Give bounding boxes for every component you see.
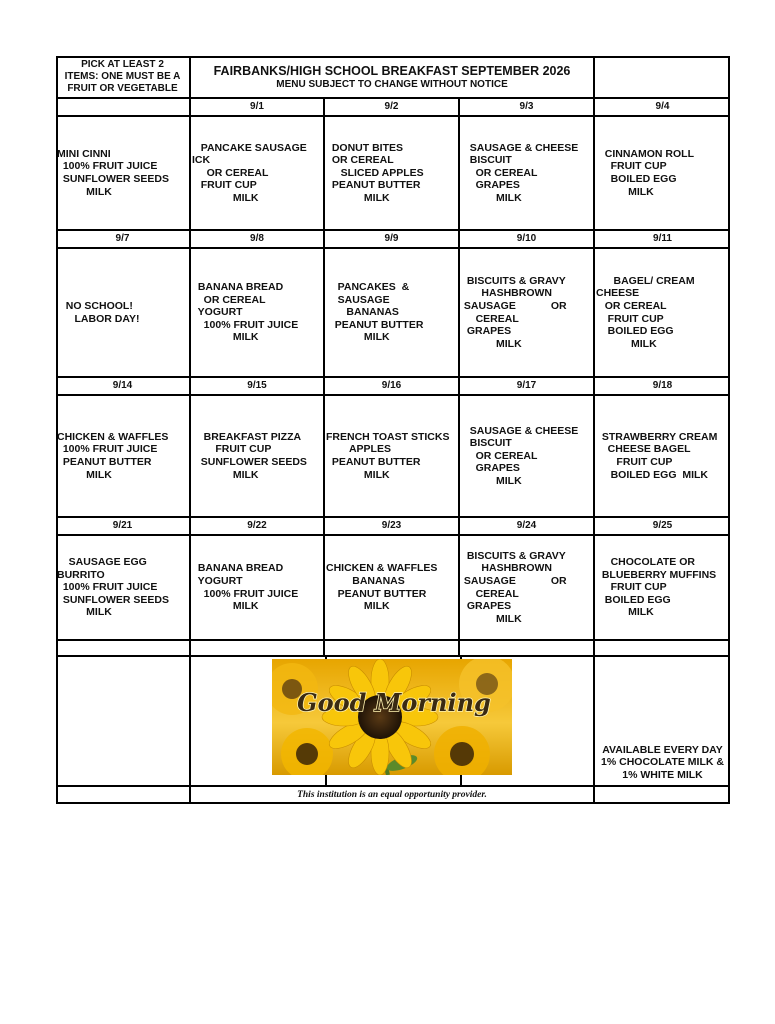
day-menu-cell [56, 249, 191, 378]
equal-opportunity-footer: This institution is an equal opportunity provider. [191, 787, 595, 804]
menu-item-line: CINNAMON ROLL [596, 147, 694, 160]
menu-item-line: FRUIT CUP [596, 456, 673, 468]
menu-item-line: SAUSAGE & CHEESE [461, 141, 579, 154]
bottom-blank-cell [56, 657, 191, 787]
menu-item-line: APPLES [326, 443, 391, 456]
menu-item-line: MILK [596, 185, 654, 198]
day-menu-cell [56, 117, 191, 231]
day-menu-cell [595, 249, 730, 378]
date-header: 9/22 [191, 518, 325, 536]
day-menu-cell [595, 396, 730, 518]
menu-item-line: OR CEREAL [596, 299, 667, 312]
menu-item-line: ICK [192, 154, 211, 167]
day-menu-cell [325, 396, 460, 518]
footer-blank-cell [56, 787, 191, 804]
date-header: 9/7 [56, 231, 191, 249]
menu-item-line: OR CEREAL [461, 449, 538, 462]
day-menu-cell [595, 117, 730, 231]
available-line: 1% WHITE MILK [622, 768, 703, 781]
menu-item-line: SAUSAGE OR [461, 299, 567, 312]
menu-item-line: BANANA BREAD [192, 562, 284, 575]
available-line: 1% CHOCOLATE MILK & [601, 756, 724, 768]
menu-item-line: MILK [57, 185, 112, 198]
menu-item-line: GRAPES [461, 462, 520, 475]
day-menu-cell [325, 249, 460, 378]
menu-item-line: BOILED EGG [596, 325, 674, 338]
menu-item-line: SLICED APPLES [326, 166, 424, 179]
menu-subtitle: MENU SUBJECT TO CHANGE WITHOUT NOTICE [276, 78, 508, 90]
menu-item-line: MINI CINNI [57, 147, 111, 160]
day-menu-cell [191, 536, 325, 641]
menu-item-line: YOGURT [192, 574, 243, 587]
menu-item-line: FRUIT CUP [596, 160, 667, 173]
date-header: 9/25 [595, 518, 730, 536]
menu-item-line: OR CEREAL [192, 166, 269, 179]
menu-item-line: MILK [596, 606, 654, 619]
good-morning-sunflower-banner [272, 659, 512, 775]
menu-item-line: CHOCOLATE OR [596, 556, 695, 569]
menu-item-line: OR CEREAL [461, 166, 538, 179]
menu-item-line: 100% FRUIT JUICE [57, 443, 158, 456]
menu-item-line: GRAPES [461, 600, 512, 613]
menu-item-line: 100% FRUIT JUICE [192, 318, 299, 331]
menu-item-line: GRAPES [461, 179, 520, 192]
menu-item-line: SAUSAGE OR [461, 574, 567, 587]
menu-item-line: CEREAL [461, 312, 519, 325]
menu-item-line: SUNFLOWER SEEDS [57, 593, 170, 606]
day-menu-cell [56, 396, 191, 518]
menu-item-line: NO SCHOOL! [57, 299, 133, 312]
menu-item-line: OR CEREAL [326, 154, 394, 167]
date-header: 9/16 [325, 378, 460, 396]
menu-item-line: BLUEBERRY MUFFINS [596, 568, 717, 581]
menu-item-line: BOILED EGG MILK [596, 468, 709, 481]
menu-title: FAIRBANKS/HIGH SCHOOL BREAKFAST SEPTEMBER 2026 [213, 63, 571, 78]
selection-rule-line: ITEMS: ONE MUST BE A [64, 70, 181, 82]
menu-item-line: BREAKFAST PIZZA [192, 430, 302, 443]
date-header [56, 99, 191, 117]
date-header: 9/15 [191, 378, 325, 396]
menu-item-line: FRENCH TOAST STICKS [326, 430, 450, 443]
menu-item-line: BANANAS [326, 306, 399, 319]
menu-item-line: FRUIT CUP [192, 443, 272, 456]
date-header: 9/23 [325, 518, 460, 536]
date-header: 9/1 [191, 99, 325, 117]
menu-item-line: OR CEREAL [192, 293, 266, 306]
date-header: 9/2 [325, 99, 460, 117]
menu-sheet [56, 56, 730, 804]
menu-item-line: HASHBROWN [461, 287, 552, 300]
menu-item-line: BISCUITS & GRAVY [461, 274, 566, 287]
menu-item-line: SAUSAGE [326, 293, 390, 306]
menu-item-line: BURRITO [57, 568, 105, 581]
menu-item-line: HASHBROWN [461, 562, 552, 575]
menu-item-line: FRUIT CUP [596, 581, 667, 594]
menu-item-line: MILK [326, 191, 390, 204]
menu-item-line: BOILED EGG [596, 593, 671, 606]
menu-item-line: PEANUT BUTTER [326, 456, 421, 468]
day-menu-cell [191, 396, 325, 518]
menu-item-line: CHICKEN & WAFFLES [57, 430, 169, 443]
menu-item-line: BISCUIT [461, 437, 512, 450]
day-menu-cell [191, 117, 325, 231]
menu-item-line: STRAWBERRY CREAM [596, 430, 718, 443]
day-menu-cell [191, 249, 325, 378]
date-header: 9/14 [56, 378, 191, 396]
menu-item-line: PANCAKE SAUSAGE [192, 141, 307, 154]
spacer-cell [595, 641, 730, 657]
menu-item-line: MILK [326, 600, 390, 613]
date-header: 9/4 [595, 99, 730, 117]
selection-rule-note [56, 56, 191, 99]
menu-item-line: 100% FRUIT JUICE [57, 581, 158, 594]
menu-item-line: SAUSAGE EGG [57, 556, 147, 569]
menu-item-line: CEREAL [461, 587, 519, 600]
menu-item-line: PEANUT BUTTER [326, 318, 424, 331]
menu-item-line: PEANUT BUTTER [57, 456, 152, 468]
menu-item-line: 100% FRUIT JUICE [192, 587, 299, 600]
menu-item-line: BISCUITS & GRAVY [461, 549, 566, 562]
day-menu-cell [56, 536, 191, 641]
menu-item-line: DONUT BITES [326, 141, 404, 154]
menu-item-line: LABOR DAY! [57, 312, 140, 325]
menu-item-line: MILK [461, 337, 522, 350]
date-header: 9/21 [56, 518, 191, 536]
menu-item-line: BANANAS [326, 574, 405, 587]
menu-item-line: FRUIT CUP [192, 179, 257, 192]
available-every-day-note [595, 657, 730, 787]
menu-item-line: SUNFLOWER SEEDS [57, 173, 170, 185]
available-line: AVAILABLE EVERY DAY [602, 743, 723, 756]
menu-item-line: MILK [326, 468, 390, 481]
menu-item-line: BOILED EGG [596, 173, 677, 185]
menu-item-line: YOGURT [192, 306, 243, 319]
day-menu-cell [325, 117, 460, 231]
menu-item-line: BAGEL/ CREAM [596, 274, 695, 287]
date-header: 9/17 [460, 378, 595, 396]
menu-item-line: MILK [192, 468, 259, 481]
spacer-cell [460, 641, 595, 657]
day-menu-cell [460, 396, 595, 518]
menu-item-line: MILK [57, 468, 112, 481]
menu-item-line: PEANUT BUTTER [326, 587, 427, 600]
date-header: 9/8 [191, 231, 325, 249]
menu-item-line: MILK [461, 191, 522, 204]
day-menu-cell [460, 536, 595, 641]
date-header: 9/10 [460, 231, 595, 249]
menu-item-line: MILK [192, 331, 259, 344]
date-header: 9/3 [460, 99, 595, 117]
menu-item-line: CHEESE [596, 287, 640, 300]
menu-item-line: MILK [461, 474, 522, 487]
menu-item-line: BANANA BREAD [192, 281, 284, 294]
menu-item-line: MILK [192, 600, 259, 613]
date-header: 9/18 [595, 378, 730, 396]
menu-item-line: BISCUIT [461, 154, 512, 167]
menu-item-line: PANCAKES & [326, 281, 410, 294]
banner-text: Good Morning [297, 688, 491, 717]
spacer-cell [325, 641, 460, 657]
date-header: 9/9 [325, 231, 460, 249]
header-blank-cell [595, 56, 730, 99]
date-header: 9/24 [460, 518, 595, 536]
menu-item-line: SAUSAGE & CHEESE [461, 424, 579, 437]
menu-item-line: FRUIT CUP [596, 312, 664, 325]
menu-title-block [191, 56, 595, 99]
menu-item-line: GRAPES [461, 325, 512, 338]
day-menu-cell [595, 536, 730, 641]
spacer-cell [56, 641, 191, 657]
menu-item-line: CHEESE BAGEL [596, 443, 691, 456]
menu-item-line: 100% FRUIT JUICE [57, 160, 158, 173]
day-menu-cell [325, 536, 460, 641]
menu-item-line: PEANUT BUTTER [326, 179, 421, 192]
menu-item-line: MILK [57, 606, 112, 619]
menu-item-line: CHICKEN & WAFFLES [326, 562, 438, 575]
spacer-cell [191, 641, 325, 657]
menu-item-line: MILK [596, 337, 657, 350]
menu-item-line: MILK [192, 191, 259, 204]
selection-rule-line: PICK AT LEAST 2 [81, 58, 164, 70]
date-header: 9/11 [595, 231, 730, 249]
menu-item-line: MILK [461, 612, 522, 625]
menu-item-line: SUNFLOWER SEEDS [192, 456, 307, 468]
day-menu-cell [460, 117, 595, 231]
menu-item-line: MILK [326, 331, 390, 344]
day-menu-cell [460, 249, 595, 378]
selection-rule-line: FRUIT OR VEGETABLE [67, 82, 178, 94]
